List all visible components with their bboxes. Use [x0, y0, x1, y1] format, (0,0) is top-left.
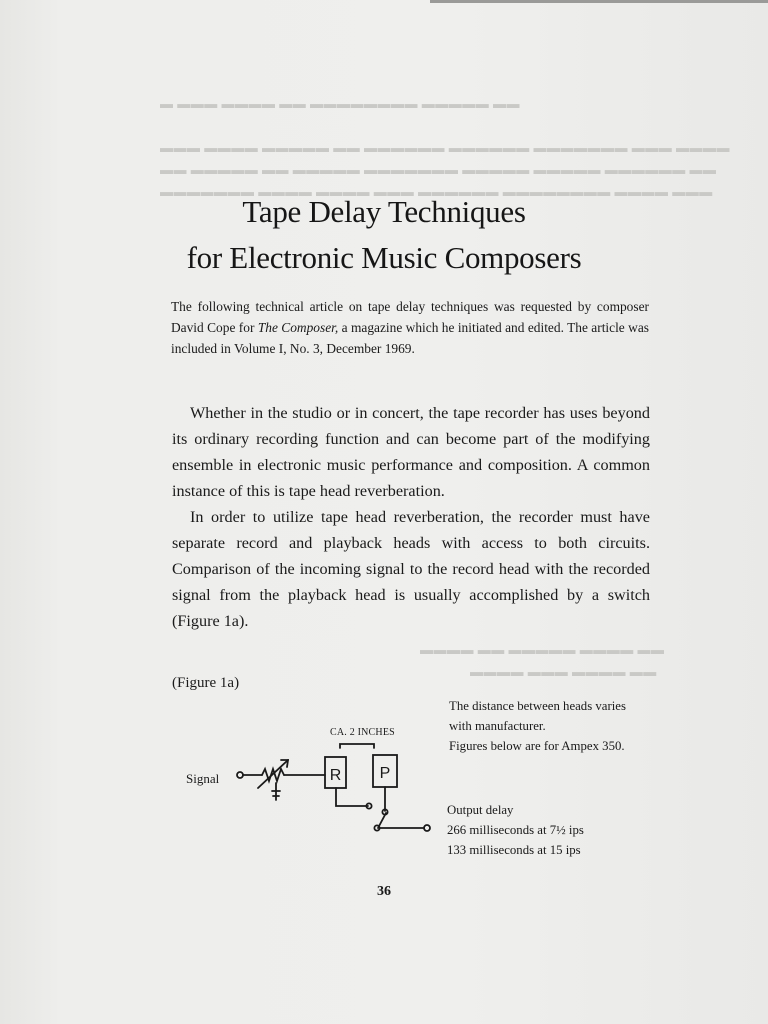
book-page: ▬ ▬▬▬ ▬▬▬▬ ▬▬ ▬▬▬▬▬▬▬▬ ▬▬▬▬▬ ▬▬ ▬▬▬ ▬▬▬▬ ▬▬▬▬▬ ▬▬ ▬▬▬▬▬▬ ▬▬▬▬▬▬ ▬▬▬▬▬▬▬ ▬▬▬ ▬▬▬▬ ▬▬ ▬▬▬▬▬ ▬▬ ▬▬▬▬▬ ▬▬▬▬▬▬▬ ▬▬▬▬▬ ▬▬▬▬▬ ▬▬▬▬▬▬ ▬▬ ▬▬▬▬▬▬▬ ▬▬▬▬ ▬▬▬▬ ▬▬▬ ▬▬▬▬▬▬ ▬▬▬▬▬▬▬▬ ▬▬▬▬ ▬▬▬ ▬▬▬▬ ▬▬ ▬▬▬▬▬ ▬▬▬▬ ▬▬ ▬▬▬▬ ▬▬▬ ▬▬▬▬ ▬▬ Tape Delay Techniques for Electronic Music Composers The following technical article on tape delay techniques was requested by composer David Cope for The Composer, a magazine which he initiated and edited. The article was included in Volume I, No. 3, December 1969. Whether in the studio or in concert, the tape recorder has uses beyond its ordinary recording function and can become part of the modifying ensemble in electronic music performance and composition. A common instance of this is tape head reverberation. In order to utilize tape head reverberation, the recorder must have separate record and playback heads with access to both circuits. Comparison of the incoming signal to the record head with the recorded signal from the playback head is usually accomplished by a switch (Figure 1a). (Figure 1a) The distance between heads varies with manufacturer. Figures below are for Ampex 350. CA. 2 INCHES Signal R P Output delay 266 milliseconds at 7½ ips 133 milliseconds at 15 ips 36	[0, 0, 768, 1024]
intro-text-end: a magazine which he initiated and edited. The article was included in Volume I, No. 3, December 1969.	[171, 320, 649, 356]
figure-note-line: Figures below are for Ampex 350.	[449, 739, 625, 753]
title-line-2: for Electronic Music Composers	[186, 240, 582, 275]
figure-label: (Figure 1a)	[172, 675, 240, 691]
output-delay-line: 133 milliseconds at 15 ips	[447, 843, 581, 857]
title-line-1: Tape Delay Techniques	[242, 194, 526, 229]
intro-text-start: The following technical article on tape delay techniques was requested by composer David Cope for	[171, 299, 649, 335]
output-terminal	[424, 825, 430, 831]
figure-note-line: with manufacturer.	[449, 719, 546, 733]
output-delay-line: 266 milliseconds at 7½ ips	[447, 823, 584, 837]
switch-pivot	[374, 825, 379, 830]
output-delay-line: Output delay	[447, 803, 514, 817]
playback-head-letter: P	[379, 765, 391, 782]
distance-bracket	[340, 744, 374, 748]
figure-note-line: The distance between heads varies	[449, 699, 626, 713]
head-distance-label: CA. 2 INCHES	[330, 727, 395, 738]
magazine-title: The Composer,	[257, 320, 339, 335]
paragraph-1: Whether in the studio or in concert, the tape recorder has uses beyond its ordinary recording function and can become part of the modifying ensemble in electronic music performance and composition. A common instance of this is tape head reverberation.	[172, 404, 650, 500]
output-delay-note	[447, 800, 584, 860]
record-circuit-wire	[336, 788, 368, 806]
switch-contact-record	[366, 803, 371, 808]
signal-label: Signal	[186, 771, 220, 786]
record-head-letter: R	[329, 767, 342, 784]
page-number: 36	[377, 884, 391, 899]
paragraph-2: In order to utilize tape head reverberation, the recorder must have separate record and playback heads with access to both circuits. Comparison of the incoming signal to the record head with the recorded signal from the playback head is usually accomplished by a switch (Figure 1a).	[172, 508, 650, 630]
